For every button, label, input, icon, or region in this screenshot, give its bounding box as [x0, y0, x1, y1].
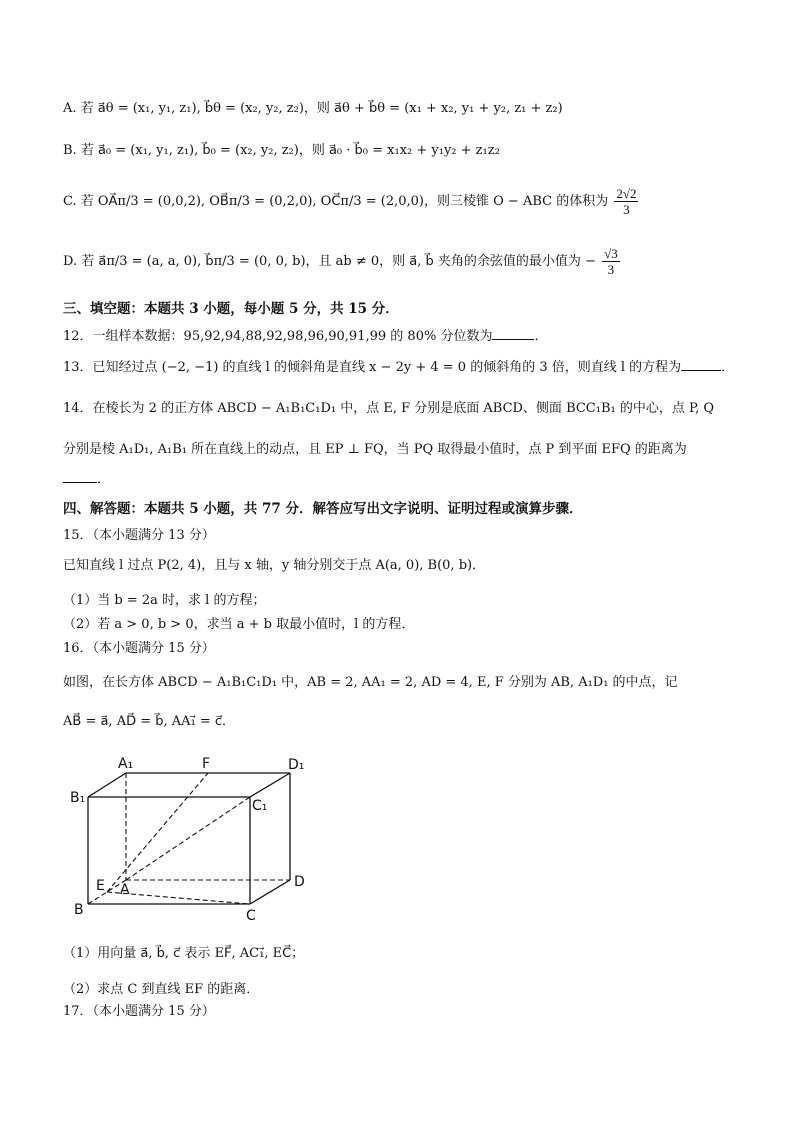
- q15-stem: 已知直线 l 过点 P(2, 4)，且与 x 轴，y 轴分别交于点 A(a, 0), B(0, b)．: [63, 558, 486, 573]
- segment-a-c1: [126, 797, 250, 880]
- q15-title: 15．（本小题满分 13 分）: [63, 528, 215, 543]
- section3-heading: 三、填空题：本题共 3 小题，每小题 5 分，共 15 分．: [63, 301, 399, 317]
- option-d-numerator: √3: [604, 246, 618, 261]
- cuboid-figure: [64, 752, 314, 924]
- q15-part2: （2）若 a > 0, b > 0，求当 a + b 取最小值时，l 的方程．: [63, 617, 415, 632]
- option-d-denominator: 3: [607, 262, 615, 277]
- q12-end: ．: [534, 329, 548, 344]
- question-14-line1: 14．在棱长为 2 的正方体 ABCD − A₁B₁C₁D₁ 中，点 E, F 分别是底面 ABCD、侧面 BCC₁B₁ 的中心，点 P, Q: [63, 401, 715, 416]
- label-c1: C₁: [252, 798, 268, 814]
- label-b: B: [74, 902, 84, 918]
- edge-b1-a1: [88, 773, 126, 797]
- label-e: E: [96, 878, 105, 894]
- q16-part1: （1）用向量 a⃗, b⃗, c⃗ 表示 EF⃗, AC₁⃗, EC⃗；: [63, 946, 305, 961]
- option-d: [63, 246, 622, 277]
- option-c-numerator: 2√2: [616, 186, 637, 201]
- q12-answer-blank[interactable]: [492, 327, 534, 340]
- q16-stem-line1: 如图，在长方体 ABCD − A₁B₁C₁D₁ 中，AB = 2, AA₁ = 2, AD = 4, E, F 分别为 AB, A₁D₁ 的中点，记: [63, 675, 678, 690]
- label-c: C: [246, 908, 256, 924]
- label-a: A: [120, 882, 130, 898]
- option-c-denominator: 3: [623, 202, 630, 217]
- question-13: [63, 358, 734, 376]
- q13-end: ．: [721, 360, 735, 375]
- q13-answer-blank[interactable]: [681, 358, 721, 371]
- q16-part2: （2）求点 C 到直线 EF 的距离．: [63, 982, 260, 997]
- q16-title: 16．（本小题满分 15 分）: [63, 641, 215, 656]
- label-a1: A₁: [118, 756, 134, 772]
- segment-e-f: [107, 773, 208, 892]
- q16-stem-line2: AB⃗ = a⃗, AD⃗ = b⃗, AA₁⃗ = c⃗．: [63, 714, 236, 729]
- q14-end: ．: [97, 472, 111, 487]
- label-b1: B₁: [70, 790, 86, 806]
- q12-text: 12．一组样本数据：95,92,94,88,92,98,96,90,91,99 的 80% 分位数为: [63, 329, 493, 344]
- option-d-fraction: [602, 246, 620, 277]
- question-12: [63, 327, 547, 345]
- q17-title: 17．（本小题满分 15 分）: [63, 1004, 215, 1019]
- label-d: D: [294, 874, 305, 890]
- question-14-line3: [63, 470, 110, 488]
- question-14-line2: 分别是棱 A₁D₁, A₁B₁ 所在直线上的动点，且 EP ⊥ FQ，当 PQ 取得最小值时，点 P 到平面 EFQ 的距离为: [63, 442, 687, 457]
- q13-text: 13．已知经过点 (−2, −1) 的直线 l 的倾斜角是直线 x − 2y + 4 = 0 的倾斜角的 3 倍，则直线 l 的方程为: [63, 360, 682, 375]
- section4-heading: 四、解答题：本题共 5 小题，共 77 分．解答应写出文字说明、证明过程或演算步骤．: [63, 501, 583, 517]
- label-d1: D₁: [288, 757, 305, 773]
- option-c-text: C. 若 OA⃗π/3 = (0,0,2), OB⃗π/3 = (0,2,0), OC⃗π/3 = (2,0,0)，则三棱锥 O − ABC 的体积为: [63, 194, 609, 209]
- option-b: B. 若 a⃗₀ = (x₁, y₁, z₁), b⃗₀ = (x₂, y₂, z₂)，则 a⃗₀ · b⃗₀ = x₁x₂ + y₁y₂ + z₁z₂: [63, 143, 500, 158]
- q15-part1: （1）当 b = 2a 时，求 l 的方程；: [63, 593, 266, 608]
- option-d-text: D. 若 a⃗π/3 = (a, a, 0), b⃗π/3 = (0, 0, b)，且 ab ≠ 0，则 a⃗, b⃗ 夹角的余弦值的最小值为 −: [63, 254, 596, 269]
- option-c-fraction: [614, 186, 638, 217]
- edge-c1-d1: [250, 773, 290, 797]
- option-a: A. 若 a⃗θ = (x₁, y₁, z₁), b⃗θ = (x₂, y₂, z₂)，则 a⃗θ + b⃗θ = (x₁ + x₂, y₁ + y₂, z₁ + z₂): [63, 101, 563, 116]
- q14-answer-blank[interactable]: [63, 470, 97, 483]
- edge-c-d: [250, 880, 290, 904]
- label-f: F: [202, 756, 211, 772]
- option-c: [63, 186, 640, 217]
